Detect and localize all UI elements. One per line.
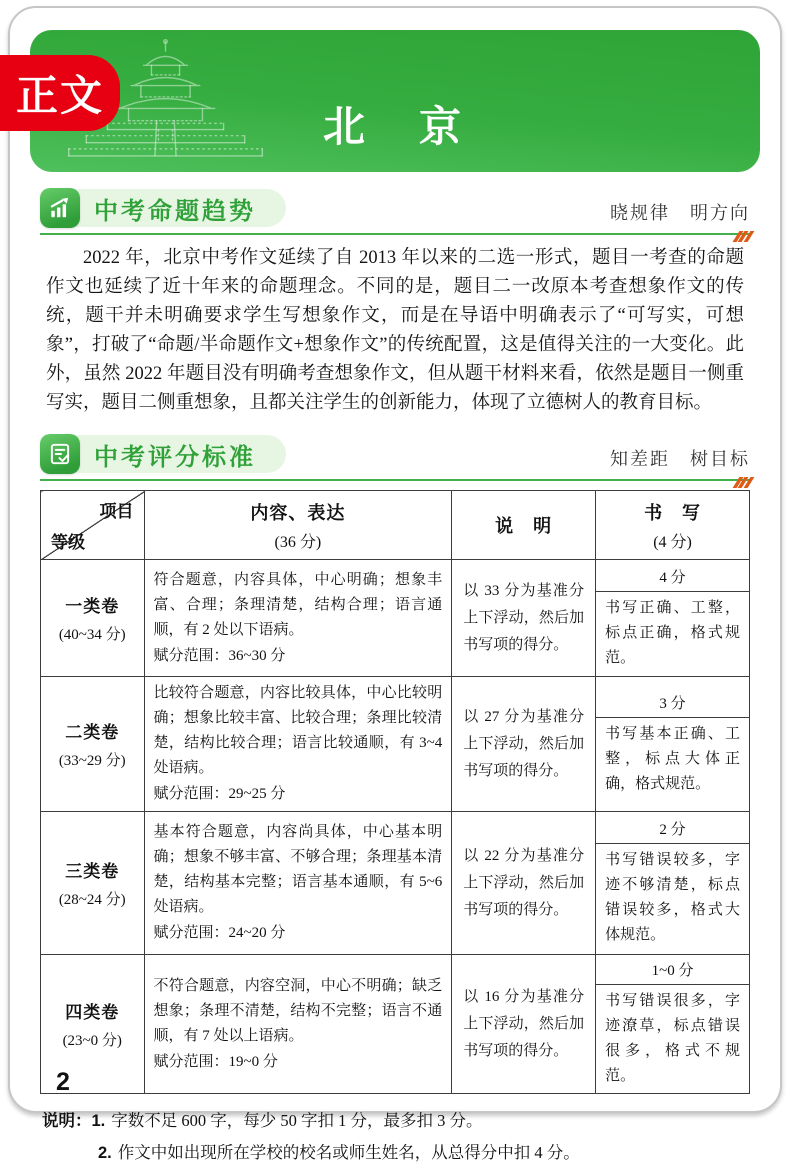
section-caption: 知差距 树目标 — [610, 449, 750, 469]
section-header-trend — [40, 188, 750, 235]
writing-cell — [596, 560, 750, 677]
writing-desc: 书写正确、工整，标点正确，格式规范。 — [605, 599, 740, 666]
note-cell: 以 33 分为基准分上下浮动，然后加书写项的得分。 — [452, 560, 596, 677]
writing-desc: 书写错误很多，字迹潦草，标点错误很多，格式不规范。 — [605, 993, 740, 1084]
writing-cell — [596, 677, 750, 812]
writing-cell — [596, 812, 750, 955]
page-card — [8, 6, 782, 1162]
note-cell: 以 16 分为基准分上下浮动，然后加书写项的得分。 — [452, 955, 596, 1094]
note-cell: 以 22 分为基准分上下浮动，然后加书写项的得分。 — [452, 812, 596, 955]
grade-cell: 三类卷 (28~24 分) — [41, 812, 145, 955]
page-number: 2 — [56, 1068, 70, 1096]
slash-marks-icon — [736, 477, 751, 488]
grade-cell: 二类卷 (33~29 分) — [41, 677, 145, 812]
trend-paragraph: 2022 年，北京中考作文延续了自 2013 年以来的二选一形式，题目一考查的命题作文也延续了近十年来的命题理念。不同的是，题目二一改原本考查想象作文的传统，题干并未明确要求学生写想象作文，而是在导语中明确表示了“可写实，可想象”，打破了“命题/半命题作文+想象作文”的传统配置，这是值得关注的一大变化。此外，虽然 2022 年题目没有明确考查想象作文，但从题干材料来看，依然是题目一侧重写实，题目二侧重想象，且都关注学生的创新能力，体现了立德树人的教育目标。 — [46, 248, 744, 413]
content-cell: 符合题意，内容具体，中心明确；想象丰富、合理；条理清楚，结构合理；语言通顺，有 2 处以下语病。 赋分范围：36~30 分 — [144, 560, 452, 677]
writing-desc: 书写基本正确、工整，标点大体正确，格式规范。 — [605, 725, 740, 792]
section-title-pill — [72, 189, 286, 227]
writing-score: 2 分 — [596, 814, 749, 844]
header-corner-bottom: 等级 — [51, 533, 85, 552]
trend-chart-icon — [40, 188, 80, 228]
content-cell: 不符合题意，内容空洞，中心不明确；缺乏想象；条理不清楚，结构不完整；语言不通顺，有 7 处以上语病。 赋分范围：19~0 分 — [144, 955, 452, 1094]
footnote-item: 说明：1. 字数不足 600 字，每少 50 字扣 1 分，最多扣 3 分。 — [42, 1111, 483, 1130]
note-cell: 以 27 分为基准分上下浮动，然后加书写项的得分。 — [452, 677, 596, 812]
section-caption: 晓规律 明方向 — [610, 203, 750, 223]
writing-desc: 书写错误较多，字迹不够清楚，标点错误较多，格式大体规范。 — [605, 852, 740, 943]
table-footnotes — [42, 1105, 748, 1169]
checklist-icon — [40, 434, 80, 474]
writing-score: 1~0 分 — [596, 955, 749, 985]
scoring-table — [40, 490, 750, 1094]
section-title: 中考评分标准 — [94, 443, 256, 471]
header-corner-top: 项目 — [99, 502, 134, 521]
page-banner — [30, 30, 760, 172]
header-writing-cell: 书 写 (4 分) — [596, 491, 750, 560]
header-note-cell: 说 明 — [452, 491, 596, 560]
header-corner-cell — [41, 491, 145, 560]
content-cell: 基本符合题意，内容尚具体，中心基本明确；想象不够丰富、不够合理；条理基本清楚，结构基本完整；语言基本通顺，有 5~6 处语病。 赋分范围：24~20 分 — [144, 812, 452, 955]
footnote-item: 2. 作文中如出现所在学校的校名或师生姓名，从总得分中扣 4 分。 — [98, 1143, 580, 1162]
section-header-scoring — [40, 434, 750, 481]
table-row — [41, 812, 750, 955]
table-row — [41, 677, 750, 812]
section-title-pill — [72, 435, 286, 473]
grade-cell: 一类卷 (40~34 分) — [41, 560, 145, 677]
writing-score: 4 分 — [596, 562, 749, 592]
slash-marks-icon — [736, 231, 751, 242]
writing-score: 3 分 — [596, 688, 749, 718]
section-badge: 正文 — [0, 55, 120, 131]
table-row — [41, 955, 750, 1094]
table-header-row — [41, 491, 750, 560]
footnote-label: 说明： — [42, 1112, 92, 1130]
content-cell: 比较符合题意，内容比较具体，中心比较明确；想象比较丰富、比较合理；条理比较清楚，结构比较合理；语言比较通顺，有 3~4 处语病。 赋分范围：29~25 分 — [144, 677, 452, 812]
writing-cell — [596, 955, 750, 1094]
section-title: 中考命题趋势 — [94, 197, 256, 225]
page-title: 北 京 — [322, 103, 467, 150]
header-content-cell: 内容、表达 (36 分) — [144, 491, 452, 560]
grade-cell: 四类卷 (23~0 分) — [41, 955, 145, 1094]
table-row — [41, 560, 750, 677]
